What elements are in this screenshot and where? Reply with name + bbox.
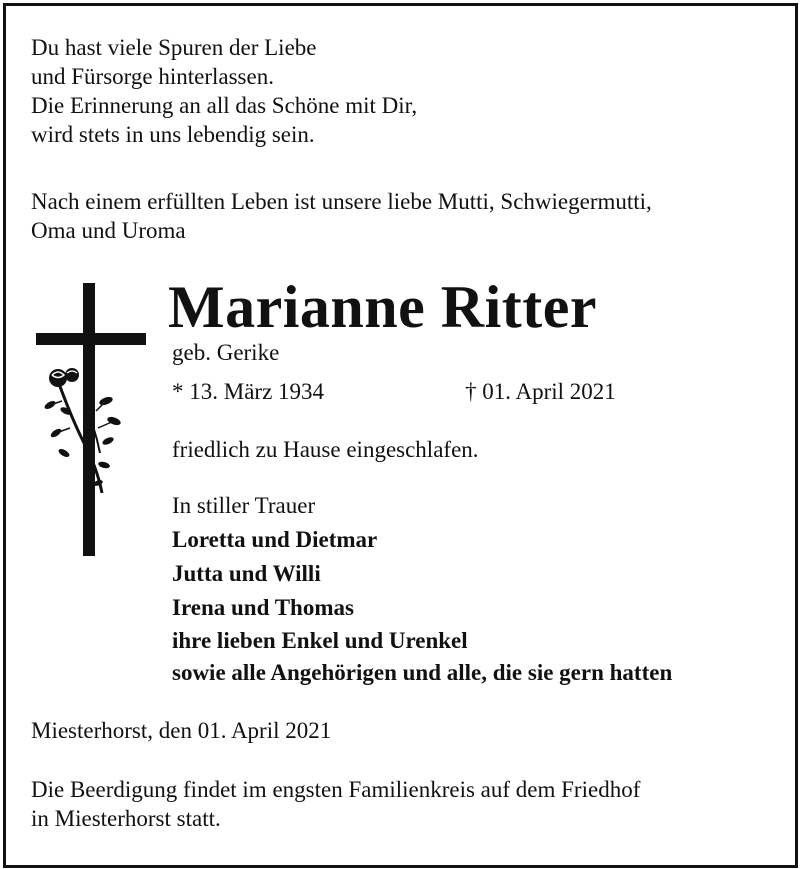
mourning-heading: In stiller Trauer [172,493,316,518]
mourner-line: sowie alle Angehörigen und alle, die sie gern hatten [172,660,673,685]
birth-date: * 13. März 1934 [172,379,325,404]
poem-line: und Fürsorge hinterlassen. [31,64,274,89]
mourner-line: Irena und Thomas [172,595,354,620]
funeral-line: in Miesterhorst statt. [31,806,221,831]
funeral-line: Die Beerdigung findet im engsten Familienkreis auf dem Friedhof [31,777,641,802]
poem-line: Du hast viele Spuren der Liebe [31,35,317,60]
birth-name: geb. Gerike [172,340,280,365]
cross-with-rose-icon [36,283,148,558]
poem-line: wird stets in uns lebendig sein. [31,122,315,147]
passing-note: friedlich zu Hause eingeschlafen. [172,437,479,462]
mourner-line: ihre lieben Enkel und Urenkel [172,628,468,653]
mourner-line: Jutta und Willi [172,561,321,586]
death-date: † 01. April 2021 [465,379,616,404]
intro-line: Nach einem erfüllten Leben ist unsere liebe Mutti, Schwiegermutti, [31,189,652,214]
mourner-line: Loretta und Dietmar [172,527,378,552]
intro-line: Oma und Uroma [31,218,186,243]
place-date: Miesterhorst, den 01. April 2021 [31,718,332,743]
poem-line: Die Erinnerung an all das Schöne mit Dir, [31,93,418,118]
deceased-name: Marianne Ritter [168,274,598,340]
